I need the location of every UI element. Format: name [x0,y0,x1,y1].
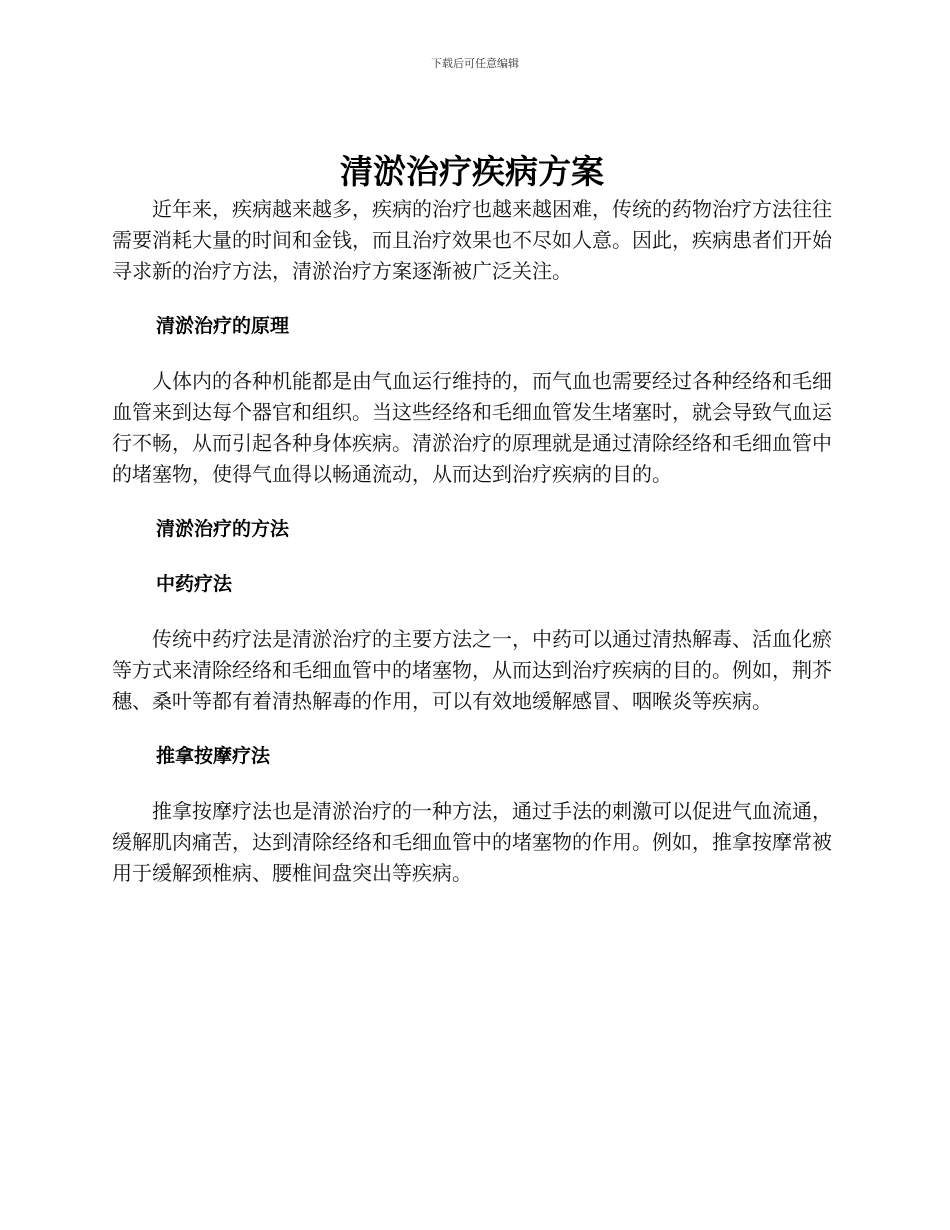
spacer [112,490,832,514]
header-note: 下载后可任意编辑 [431,57,519,70]
intro-paragraph: 近年来，疾病越来越多，疾病的治疗也越来越困难，传统的药物治疗方法往往需要消耗大量的时间和金钱，而且治疗效果也不尽如人意。因此，疾病患者们开始寻求新的治疗方法，清淤治疗方案逐渐被广泛关注。 [112,197,832,283]
section-heading-methods: 清淤治疗的方法 [156,518,290,540]
document-content [112,150,832,889]
document-title: 清淤治疗疾病方案 [340,152,604,191]
massage-paragraph: 推拿按摩疗法也是清淤治疗的一种方法，通过手法的刺激可以促进气血流通，缓解肌肉痛苦，达到清除经络和毛细血管中的堵塞物的作用。例如，推拿按摩常被用于缓解颈椎病、腰椎间盘突出等疾病。 [112,799,832,885]
section-heading-herbal: 中药疗法 [156,573,233,595]
section-heading-massage: 推拿按摩疗法 [156,745,271,767]
spacer [112,545,832,569]
herbal-paragraph: 传统中药疗法是清淤治疗的主要方法之一，中药可以通过清热解毒、活血化瘀等方式来清除经络和毛细血管中的堵塞物，从而达到治疗疾病的目的。例如，荆芥穗、桑叶等都有着清热解毒的作用，可以有效地缓解感冒、咽喉炎等疾病。 [112,627,832,713]
spacer [112,287,832,311]
spacer [112,772,832,796]
section-heading-principle: 清淤治疗的原理 [156,315,290,337]
spacer [112,717,832,741]
principle-paragraph: 人体内的各种机能都是由气血运行维持的，而气血也需要经过各种经络和毛细血管来到达每个器官和组织。当这些经络和毛细血管发生堵塞时，就会导致气血运行不畅，从而引起各种身体疾病。清淤治疗的原理就是通过清除经络和毛细血管中的堵塞物，使得气血得以畅通流动，从而达到治疗疾病的目的。 [112,369,832,486]
spacer [112,342,832,366]
spacer [112,600,832,624]
